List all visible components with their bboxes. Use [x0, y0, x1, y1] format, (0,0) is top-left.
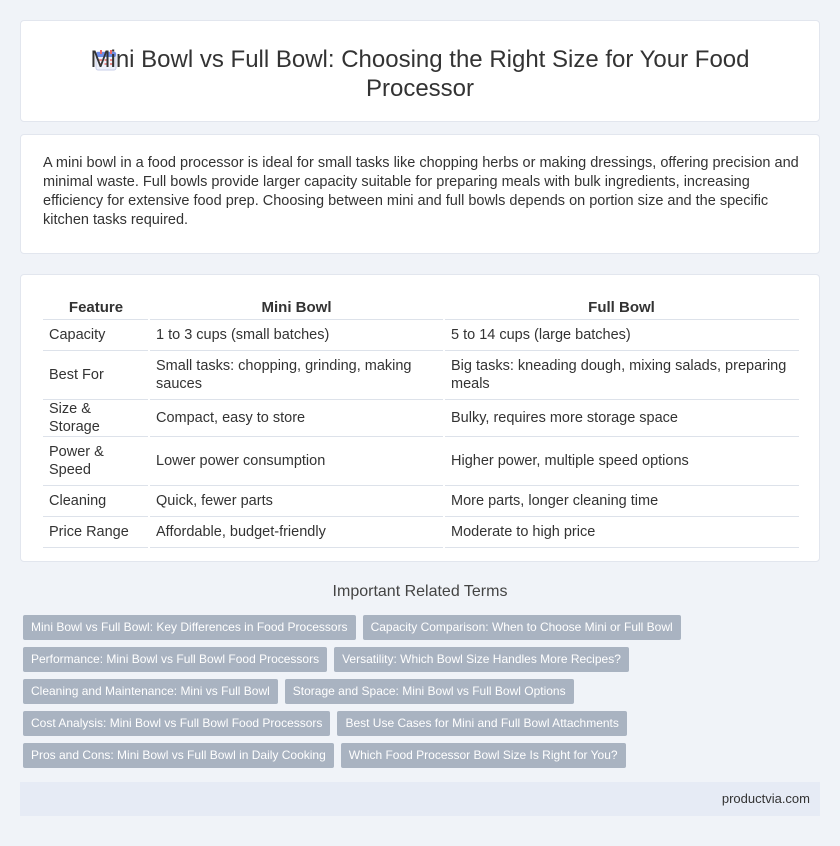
related-term-link[interactable]: Storage and Space: Mini Bowl vs Full Bowl Options — [285, 679, 574, 704]
feature-cell: Size & Storage — [43, 399, 149, 436]
intro-paragraph: A mini bowl in a food processor is ideal for small tasks like chopping herbs or making dressings, offering precision and minimal waste. Full bowls provide larger capacity suitable for preparing meals with bulk ingredients, increasing efficiency for extensive food prep. Choosing between mini and full bowls depends on portion size and the specific kitchen tasks required. — [43, 155, 799, 228]
table-row — [43, 350, 799, 399]
related-term-link[interactable]: Cleaning and Maintenance: Mini vs Full Bowl — [23, 679, 278, 704]
mini-bowl-cell: Quick, fewer parts — [149, 485, 444, 516]
related-term-link[interactable]: Which Food Processor Bowl Size Is Right for You? — [341, 743, 626, 768]
title-card — [20, 20, 820, 122]
full-bowl-cell: Higher power, multiple speed options — [444, 436, 799, 485]
footer-site-link[interactable]: productvia.com — [721, 791, 810, 806]
header-feature: Feature — [43, 297, 149, 319]
table-row — [43, 516, 799, 547]
mini-bowl-cell: 1 to 3 cups (small batches) — [149, 319, 444, 350]
related-term-link[interactable]: Best Use Cases for Mini and Full Bowl Attachments — [337, 711, 626, 736]
header-full-bowl: Full Bowl — [444, 297, 799, 319]
header-mini-bowl: Mini Bowl — [149, 297, 444, 319]
intro-card — [20, 134, 820, 254]
feature-cell: Price Range — [43, 516, 149, 547]
mini-bowl-cell: Compact, easy to store — [149, 399, 444, 436]
full-bowl-cell: More parts, longer cleaning time — [444, 485, 799, 516]
related-term-link[interactable]: Versatility: Which Bowl Size Handles More Recipes? — [334, 647, 629, 672]
table-row — [43, 436, 799, 485]
full-bowl-cell: 5 to 14 cups (large batches) — [444, 319, 799, 350]
related-terms-list — [23, 615, 823, 775]
table-row — [43, 485, 799, 516]
feature-cell: Cleaning — [43, 485, 149, 516]
page-title: Mini Bowl vs Full Bowl: Choosing the Right Size for Your Food Processor — [90, 46, 750, 102]
feature-cell: Best For — [43, 350, 149, 399]
feature-cell: Capacity — [43, 319, 149, 350]
full-bowl-cell: Bulky, requires more storage space — [444, 399, 799, 436]
comparison-card — [20, 274, 820, 562]
related-term-link[interactable]: Cost Analysis: Mini Bowl vs Full Bowl Food Processors — [23, 711, 330, 736]
mini-bowl-cell: Lower power consumption — [149, 436, 444, 485]
related-term-link[interactable]: Mini Bowl vs Full Bowl: Key Differences in Food Processors — [23, 615, 356, 640]
related-term-link[interactable]: Performance: Mini Bowl vs Full Bowl Food Processors — [23, 647, 327, 672]
table-row — [43, 319, 799, 350]
full-bowl-cell: Moderate to high price — [444, 516, 799, 547]
related-term-link[interactable]: Pros and Cons: Mini Bowl vs Full Bowl in Daily Cooking — [23, 743, 334, 768]
comparison-table — [43, 297, 799, 548]
mini-bowl-cell: Affordable, budget-friendly — [149, 516, 444, 547]
table-row — [43, 399, 799, 436]
related-term-link[interactable]: Capacity Comparison: When to Choose Mini or Full Bowl — [363, 615, 681, 640]
table-header-row — [43, 297, 799, 319]
full-bowl-cell: Big tasks: kneading dough, mixing salads, preparing meals — [444, 350, 799, 399]
related-terms-title: Important Related Terms — [332, 583, 508, 600]
mini-bowl-cell: Small tasks: chopping, grinding, making sauces — [149, 350, 444, 399]
footer — [20, 782, 820, 816]
feature-cell: Power & Speed — [43, 436, 149, 485]
